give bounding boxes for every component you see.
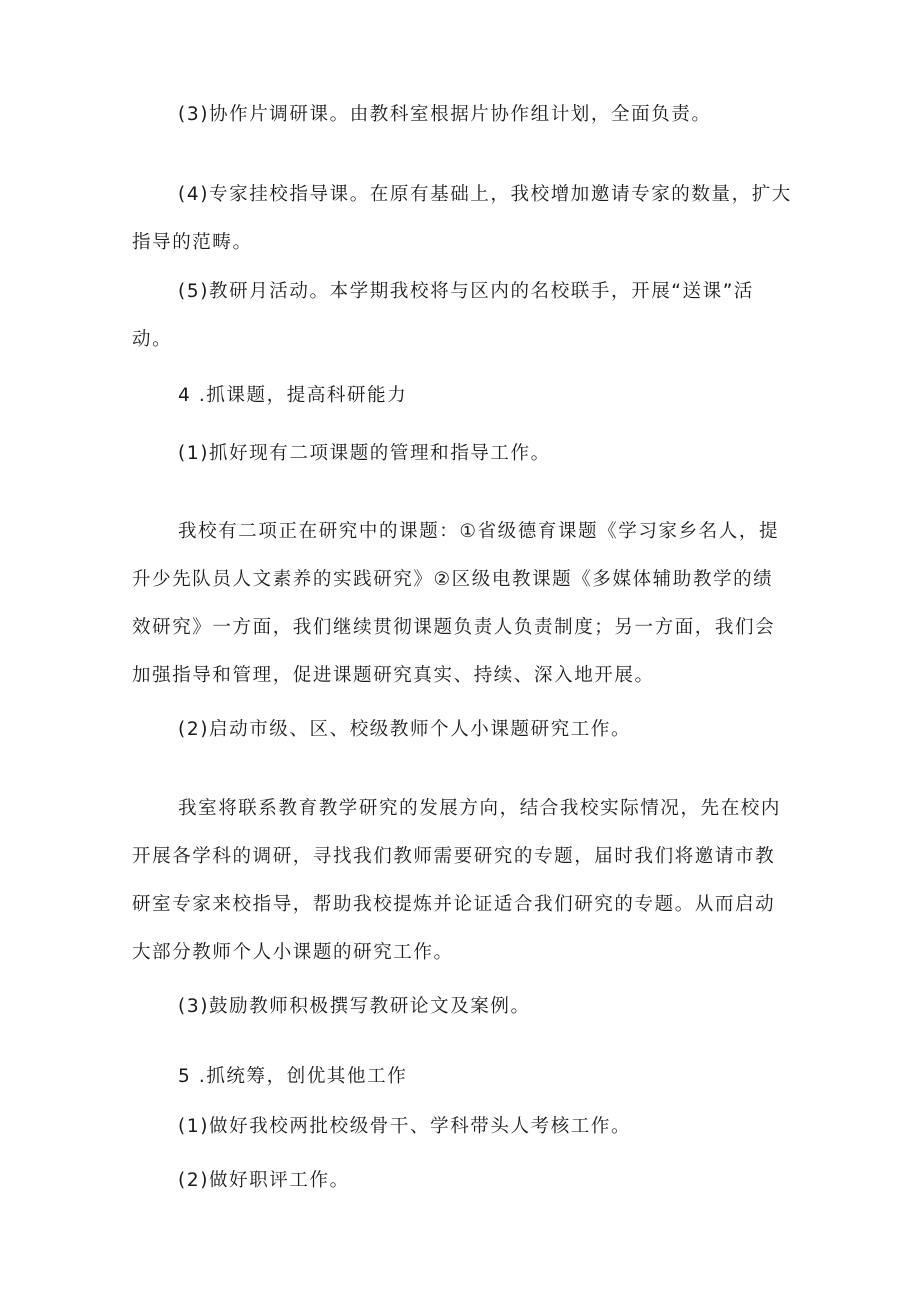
paragraph-expert-guidance-lesson: (4)专家挂校指导课。在原有基础上，我校增加邀请专家的数量，扩大指导的范畴。 [132, 184, 792, 253]
paragraph-encourage-papers: (3)鼓励教师积极撰写教研论文及案例。 [178, 996, 531, 1017]
heading-research-topics: 4 .抓课题，提高科研能力 [178, 385, 408, 406]
paragraph-start-small-topics: (2)启动市级、区、校级教师个人小课题研究工作。 [178, 719, 632, 740]
paragraph-research-direction: 我室将联系教育教学研究的发展方向，结合我校实际情况，先在校内开展各学科的调研，寻找我们教师需要研究的专题，届时我们将邀请市教研室专家来校指导，帮助我校提炼并论证适合我们研究的专题。从而启动大部分教师个人小课题的研究工作。 [132, 798, 782, 963]
paragraph-research-month: (5)教研月活动。本学期我校将与区内的名校联手，开展“送课”活动。 [132, 281, 754, 350]
paragraph-collab-research-lesson: (3)协作片调研课。由教科室根据片协作组计划，全面负责。 [178, 104, 712, 125]
paragraph-current-topics: 我校有二项正在研究中的课题：①省级德育课题《学习家乡名人，提升少先队员人文素养的实践研究》②区级电教课题《多媒体辅助教学的绩效研究》一方面，我们继续贯彻课题负责人负责制度；另一方面，我们会加强指导和管理，促进课题研究真实、持续、深入地开展。 [132, 521, 780, 686]
paragraph-backbone-assessment: (1)做好我校两批校级骨干、学科带头人考核工作。 [178, 1116, 632, 1137]
heading-other-work: 5 .抓统筹，创优其他工作 [178, 1066, 408, 1087]
paragraph-manage-topics: (1)抓好现有二项课题的管理和指导工作。 [178, 443, 551, 464]
paragraph-title-evaluation: (2)做好职评工作。 [178, 1170, 350, 1191]
